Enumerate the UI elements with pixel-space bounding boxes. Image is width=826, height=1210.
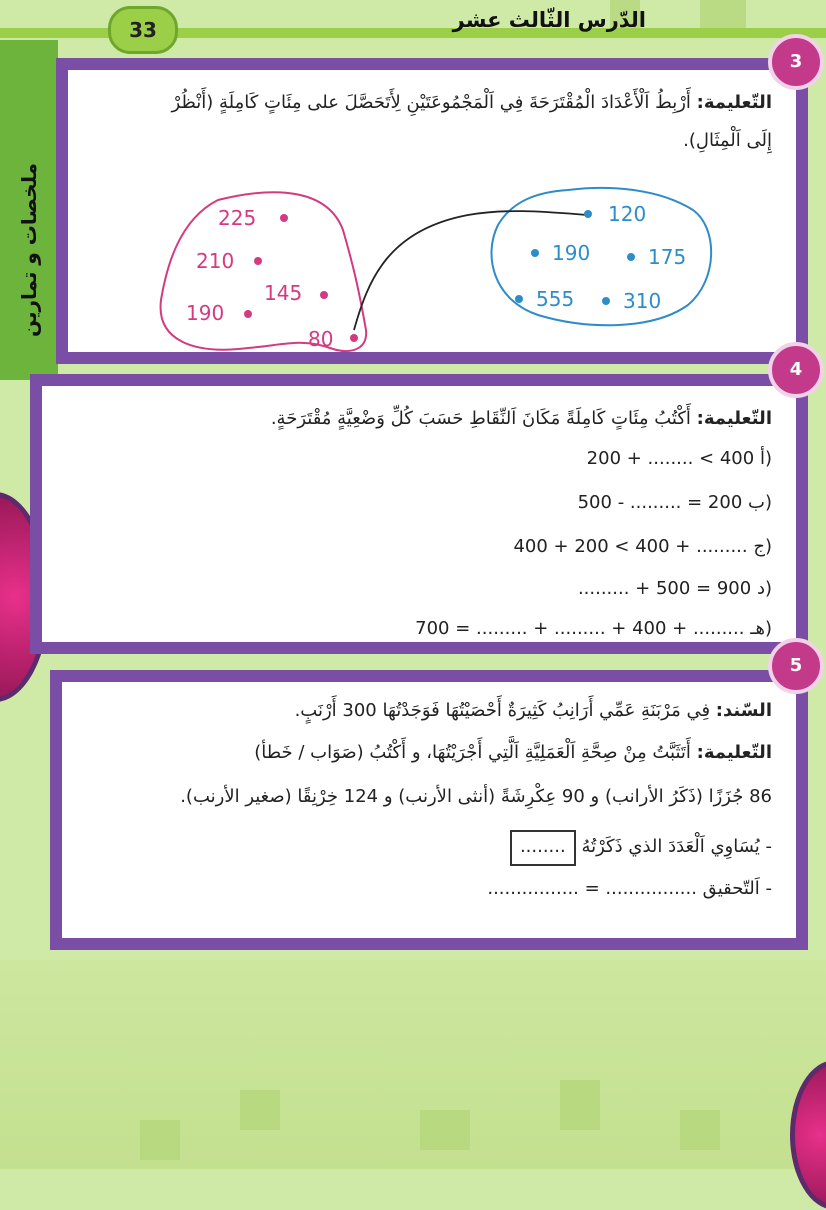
decor-square bbox=[700, 0, 746, 28]
instruction-text: أَرْبِطُ اَلْأَعْدَادَ الْمُقْتَرَحَةَ فِي اَلْمَجْمُوعَتَيْنِ لِأَتَحَصَّلَ على مِئَاتٍ كَامِلَةٍ (أَنْظُرْ bbox=[171, 92, 691, 113]
exercise-4-item-e bbox=[415, 618, 772, 639]
support-label: السّند: bbox=[715, 700, 772, 721]
exercise-5-panel bbox=[50, 670, 808, 950]
left-number: 145 bbox=[264, 281, 303, 305]
item-letter: ب) bbox=[748, 492, 772, 513]
instruction-text: أَتَثَبَّتُ مِنْ صِحَّةِ اَلْعَمَلِيَّةِ اَلَّتِي أَجْرَيْتُهَا، و أَكْتُبُ (صَوَاب / خَطأ) bbox=[254, 742, 691, 763]
right-number: 555 bbox=[536, 287, 575, 311]
item-expression: ......... + 500 = 900 bbox=[577, 578, 752, 599]
exercise-3-instruction bbox=[172, 92, 772, 113]
item-letter: هـ) bbox=[750, 618, 772, 639]
item-letter: ج) bbox=[753, 536, 772, 557]
decor-square bbox=[680, 1110, 720, 1150]
exercise-4-item-a bbox=[587, 448, 772, 469]
right-dot bbox=[627, 253, 635, 261]
exercise-4-instruction bbox=[271, 408, 772, 429]
side-strip bbox=[0, 40, 58, 380]
item-expression: 400 + 200 < 400 + ......... bbox=[513, 536, 748, 557]
answer-box[interactable]: ........ bbox=[510, 830, 576, 866]
left-number: 210 bbox=[196, 249, 235, 273]
exercise-3-instruction-cont: إِلَى اَلْمِثَالِ). bbox=[683, 130, 772, 151]
exercise-4-item-c bbox=[513, 536, 772, 557]
decor-square bbox=[560, 1080, 600, 1130]
left-dot bbox=[320, 291, 328, 299]
decor-square bbox=[420, 1110, 470, 1150]
right-dot bbox=[602, 297, 610, 305]
item-expression: 200 + ........ < 400 bbox=[586, 448, 755, 469]
exercise-3-badge: 3 bbox=[768, 34, 824, 90]
lesson-title: الدّرس الثّالث عشر bbox=[452, 8, 646, 32]
instruction-label: التّعليمة: bbox=[696, 408, 772, 429]
exercise-4-panel bbox=[30, 374, 808, 654]
left-dot bbox=[350, 334, 358, 342]
example-link bbox=[354, 211, 591, 330]
left-dot bbox=[280, 214, 288, 222]
exercise-4-item-d bbox=[578, 578, 772, 599]
right-dot bbox=[515, 295, 523, 303]
item-letter: د) bbox=[756, 578, 772, 599]
decor-square bbox=[240, 1090, 280, 1130]
left-dot bbox=[254, 257, 262, 265]
right-number: 120 bbox=[608, 202, 647, 226]
item-expression: 700 = ......... + ......... + 400 + ......... bbox=[415, 618, 745, 639]
right-dot bbox=[584, 210, 592, 218]
support-text: فِي مَرْبَنَةِ عَمِّي أَرَانِبُ كَثِيرَةٌ أَحْصَيْتُهَا فَوَجَدْتُهَا 300 أَرْنَبٍ. bbox=[294, 700, 711, 721]
exercise-3-panel bbox=[56, 58, 808, 364]
left-set-outline bbox=[161, 192, 367, 351]
instruction-label: التّعليمة: bbox=[696, 92, 772, 113]
right-dot bbox=[531, 249, 539, 257]
left-dot bbox=[244, 310, 252, 318]
exercise-4-item-b bbox=[578, 492, 772, 513]
page-number: 33 bbox=[108, 6, 178, 54]
right-number: 175 bbox=[648, 245, 687, 269]
left-number: 225 bbox=[218, 206, 257, 230]
right-number: 310 bbox=[623, 289, 662, 313]
item-expression: 500 - ......... = 200 bbox=[577, 492, 743, 513]
left-number: 80 bbox=[308, 327, 334, 351]
exercise-5-badge: 5 bbox=[768, 638, 824, 694]
left-number: 190 bbox=[186, 301, 225, 325]
right-number: 190 bbox=[552, 241, 591, 265]
sets-diagram bbox=[68, 170, 796, 370]
exercise-5-data: 86 جُزَزًا (ذَكَرُ الأرانب) و 90 عِكْرِشَةً (أنثى الأرنب) و 124 خِرْنِقًا (صغير الأرنب). bbox=[180, 786, 772, 807]
exercise-5-support bbox=[295, 700, 772, 721]
exercise-4-badge: 4 bbox=[768, 342, 824, 398]
exercise-5-equals-line bbox=[506, 830, 772, 866]
decor-square bbox=[140, 1120, 180, 1160]
exercise-5-instruction bbox=[254, 742, 772, 763]
instruction-label: التّعليمة: bbox=[696, 742, 772, 763]
equals-text: - يُسَاوِي اَلْعَدَدَ الذي ذَكَرْتُهُ bbox=[581, 836, 772, 857]
item-letter: أ) bbox=[759, 448, 772, 469]
side-label: ملخصات و تمارين bbox=[17, 162, 41, 338]
instruction-text: أَكْتُبُ مِئَاتٍ كَامِلَةً مَكَانَ اَلنِّقَاطِ حَسَبَ كُلِّ وَضْعِيَّةٍ مُقْتَرَحَةٍ. bbox=[270, 408, 691, 429]
exercise-5-check-line[interactable]: - اَلتّحقيق ................ = ................ bbox=[487, 878, 772, 899]
